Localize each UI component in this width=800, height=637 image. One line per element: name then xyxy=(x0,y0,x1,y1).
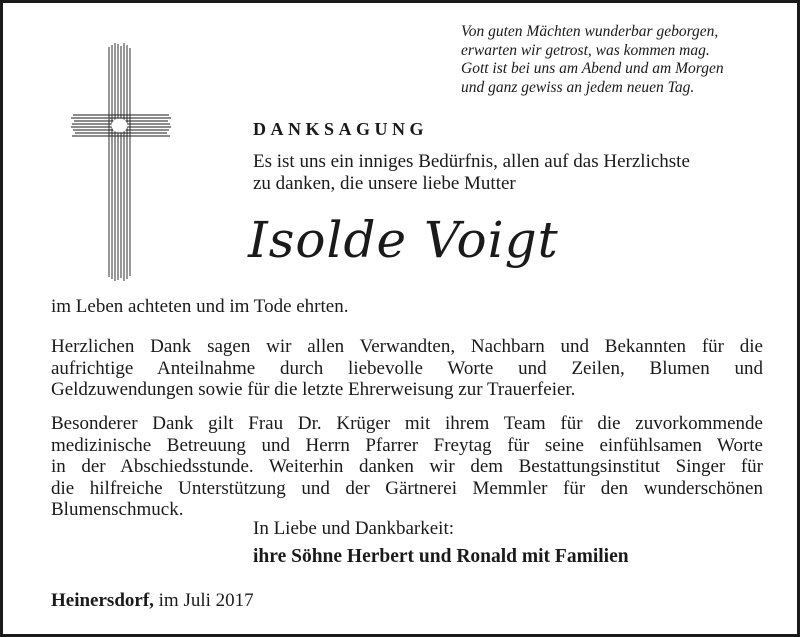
paragraph-line: aufrichtige Anteilnahme durch liebevolle Worte und Zeilen, Blumen und xyxy=(51,357,763,379)
poem-line: erwarten wir getrost, was kommen mag. xyxy=(461,41,710,59)
intro-line: zu danken, die unsere liebe Mutter xyxy=(253,173,516,194)
paragraph-thanks xyxy=(51,336,763,401)
deceased-name: Isolde Voigt xyxy=(248,211,559,269)
place-date-text: im Juli 2017 xyxy=(158,590,254,611)
poem-line: Gott ist bei uns am Abend und am Morgen xyxy=(461,60,724,77)
signers: ihre Söhne Herbert und Ronald mit Familien xyxy=(253,546,629,567)
paragraph-line: Blumenschmuck. xyxy=(51,499,184,521)
closing-line: In Liebe und Dankbarkeit: xyxy=(253,518,455,539)
heading-danksagung: DANKSAGUNG xyxy=(253,119,429,139)
paragraph-line: in der Abschiedsstunde. Weiterhin danken wir dem Bestattungsinstitut Singer für xyxy=(51,456,763,478)
paragraph-line: Herzlichen Dank sagen wir allen Verwandten, Nachbarn und Bekannten für die xyxy=(51,336,763,357)
cross-icon xyxy=(71,43,171,283)
place-date xyxy=(51,590,254,612)
paragraph-line: Geldzuwendungen sowie für die letzte Ehrerweisung zur Trauerfeier. xyxy=(51,379,576,401)
paragraph-line: medizinische Betreuung und Herrn Pfarrer Freytag für seine einfühlsamen Worte xyxy=(51,434,763,456)
poem-line: Von guten Mächten wunderbar geborgen, xyxy=(461,23,719,40)
poem-verse xyxy=(461,23,781,97)
paragraph-line: die hilfreiche Unterstützung und der Gärtnerei Memmler für den wunderschönen xyxy=(51,477,763,499)
poem-line: und ganz gewiss an jedem neuen Tag. xyxy=(461,78,695,96)
intro-text xyxy=(253,151,773,195)
intro-line: Es ist uns ein inniges Bedürfnis, allen auf das Herzlichste xyxy=(253,151,690,172)
paragraph-honor xyxy=(51,296,763,318)
place-town: Heinersdorf, xyxy=(51,590,154,611)
paragraph-line: im Leben achteten und im Tode ehrten. xyxy=(51,296,349,317)
paragraph-line: Besonderer Dank gilt Frau Dr. Krüger mit ihrem Team für die zuvorkommende xyxy=(51,413,763,434)
paragraph-special-thanks xyxy=(51,413,763,521)
